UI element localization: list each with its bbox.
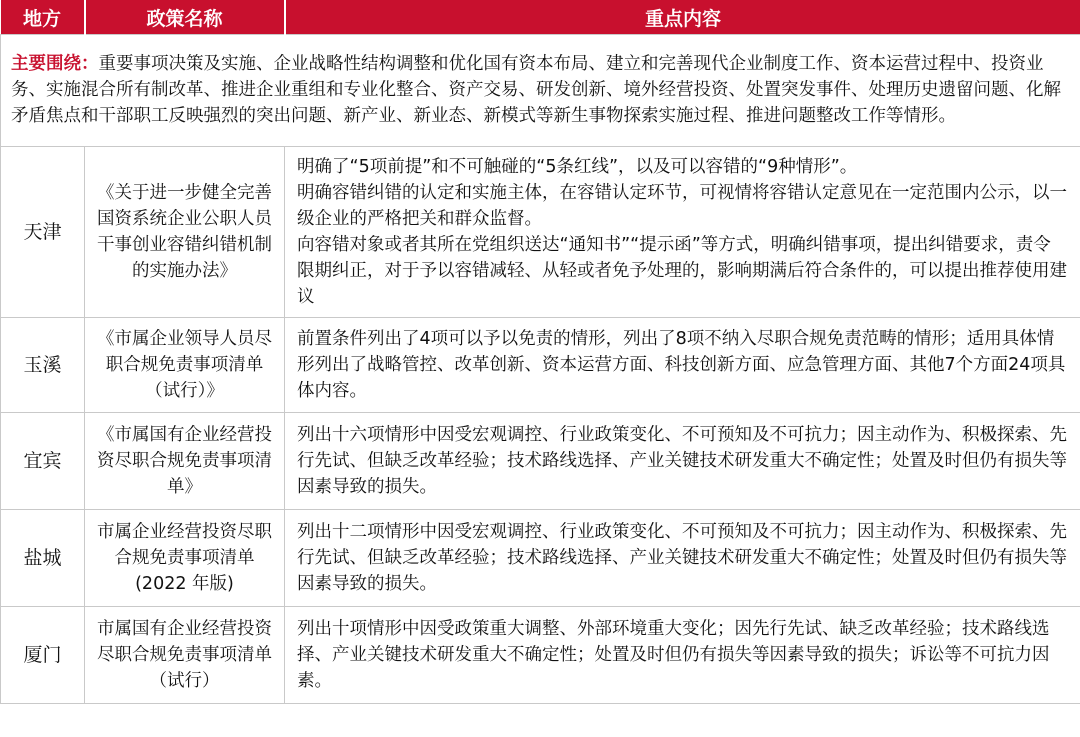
header-policy: 政策名称 bbox=[85, 0, 285, 35]
content-line: 列出十二项情形中因受宏观调控、行业政策变化、不可预知及不可抗力；因主动作为、积极探索、先行先试、但缺乏改革经验；技术路线选择、产业关键技术研发重大不确定性；处置及时但仍有损失等因素导致的损失。 bbox=[297, 522, 1067, 594]
table-row bbox=[1, 510, 1080, 607]
region-cell: 盐城 bbox=[1, 510, 85, 607]
header-content: 重点内容 bbox=[285, 0, 1080, 35]
summary-label: 主要围绕： bbox=[11, 54, 99, 74]
content-cell bbox=[285, 318, 1080, 413]
header-row bbox=[1, 0, 1080, 35]
policy-cell: 市属国有企业经营投资尽职合规免责事项清单（试行） bbox=[85, 607, 285, 704]
summary-cell bbox=[1, 35, 1080, 147]
region-cell: 宜宾 bbox=[1, 413, 85, 510]
policy-cell: 市属企业经营投资尽职合规免责事项清单(2022 年版) bbox=[85, 510, 285, 607]
policy-cell: 《市属企业领导人员尽职合规免责事项清单（试行）》 bbox=[85, 318, 285, 413]
policy-cell: 《市属国有企业经营投资尽职合规免责事项清单》 bbox=[85, 413, 285, 510]
content-line: 列出十六项情形中因受宏观调控、行业政策变化、不可预知及不可抗力；因主动作为、积极探索、先行先试、但缺乏改革经验；技术路线选择、产业关键技术研发重大不确定性；处置及时但仍有损失等因素导致的损失。 bbox=[297, 425, 1067, 497]
content-line: 列出十项情形中因受政策重大调整、外部环境重大变化；因先行先试、缺乏改革经验；技术路线选择、产业关键技术研发重大不确定性；处置及时但仍有损失等因素导致的损失；诉讼等不可抗力因素。 bbox=[297, 619, 1050, 691]
region-cell: 天津 bbox=[1, 147, 85, 318]
content-cell bbox=[285, 147, 1080, 318]
region-cell: 玉溪 bbox=[1, 318, 85, 413]
content-line: 前置条件列出了4项可以予以免责的情形，列出了8项不纳入尽职合规免责范畴的情形；适用具体情形列出了战略管控、改革创新、资本运营方面、科技创新方面、应急管理方面、其他7个方面24项具体内容。 bbox=[297, 329, 1066, 401]
summary-row bbox=[1, 35, 1080, 147]
table-row bbox=[1, 147, 1080, 318]
content-line: 明确容错纠错的认定和实施主体，在容错认定环节，可视情将容错认定意见在一定范围内公示，以一级企业的严格把关和群众监督。 bbox=[297, 183, 1067, 229]
table-row bbox=[1, 318, 1080, 413]
content-line: 明确了“5项前提”和不可触碰的“5条红线”，以及可以容错的“9种情形”。 bbox=[297, 157, 858, 177]
content-cell bbox=[285, 607, 1080, 704]
content-cell bbox=[285, 510, 1080, 607]
summary-text: 重要事项决策及实施、企业战略性结构调整和优化国有资本布局、建立和完善现代企业制度工作、资本运营过程中、投资业务、实施混合所有制改革、推进企业重组和专业化整合、资产交易、研发创新、境外经营投资、处置突发事件、处理历史遗留问题、化解矛盾焦点和干部职工反映强烈的突出问题、新产业、新业态、新模式等新生事物探索实施过程、推进问题整改工作等情形。 bbox=[11, 54, 1061, 126]
policy-cell: 《关于进一步健全完善国资系统企业公职人员干事创业容错纠错机制的实施办法》 bbox=[85, 147, 285, 318]
region-cell: 厦门 bbox=[1, 607, 85, 704]
content-cell bbox=[285, 413, 1080, 510]
table-row bbox=[1, 607, 1080, 704]
header-region: 地方 bbox=[1, 0, 85, 35]
table-row bbox=[1, 413, 1080, 510]
content-line: 向容错对象或者其所在党组织送达“通知书”“提示函”等方式，明确纠错事项，提出纠错要求，责令限期纠正，对于予以容错减轻、从轻或者免予处理的，影响期满后符合条件的，可以提出推荐使用建议 bbox=[297, 235, 1067, 307]
